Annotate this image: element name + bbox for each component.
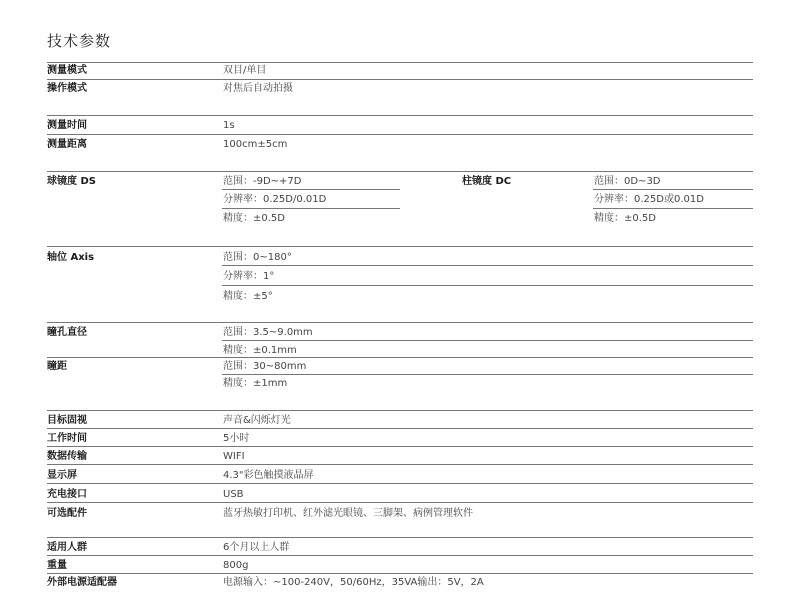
label-operation-mode: 操作模式: [47, 83, 87, 94]
value-cylinder-range: 范围：0D~3D: [594, 176, 661, 187]
label-data-transfer: 数据传输: [47, 451, 87, 462]
divider: [222, 374, 753, 375]
divider: [222, 189, 400, 190]
label-charging-port: 充电接口: [47, 489, 87, 500]
value-target-people: 6个月以上人群: [223, 542, 290, 553]
label-measure-mode: 测量模式: [47, 65, 87, 76]
label-pupil-distance: 瞳距: [47, 361, 67, 372]
value-cylinder-accuracy: 精度：±0.5D: [594, 213, 656, 224]
value-pd-accuracy: 精度：±1mm: [223, 378, 288, 389]
label-display: 显示屏: [47, 470, 77, 481]
divider: [47, 573, 753, 574]
divider: [47, 62, 753, 63]
value-charging-port: USB: [223, 489, 244, 500]
value-power-adapter: 电源输入：~100-240V，50/60Hz，35VA输出：5V，2A: [223, 577, 484, 588]
value-fixation: 声音&闪烁灯光: [223, 415, 291, 426]
value-axis-range: 范围：0~180°: [223, 252, 292, 263]
divider: [222, 208, 400, 209]
label-weight: 重量: [47, 560, 67, 571]
label-accessories: 可选配件: [47, 508, 87, 519]
value-display: 4.3"彩色触摸液晶屏: [223, 470, 314, 481]
value-sphere-resolution: 分辨率：0.25D/0.01D: [223, 194, 327, 205]
divider: [47, 115, 753, 116]
divider: [47, 502, 753, 503]
label-fixation: 目标固视: [47, 415, 87, 426]
divider: [47, 446, 753, 447]
value-pupil-accuracy: 精度：±0.1mm: [223, 345, 297, 356]
divider: [47, 483, 753, 484]
label-power-adapter: 外部电源适配器: [47, 577, 117, 588]
divider: [47, 464, 753, 465]
value-data-transfer: WIFI: [223, 451, 245, 462]
divider: [47, 134, 753, 135]
value-measure-time: 1s: [223, 120, 235, 131]
value-axis-resolution: 分辨率：1°: [223, 271, 275, 282]
value-weight: 800g: [223, 560, 249, 571]
label-pupil-diameter: 瞳孔直径: [47, 327, 87, 338]
label-measure-time: 测量时间: [47, 120, 87, 131]
label-cylinder: 柱镜度 DC: [462, 176, 512, 187]
value-pd-range: 范围：30~80mm: [223, 361, 307, 372]
divider: [47, 246, 753, 247]
divider: [222, 340, 753, 341]
divider: [222, 285, 753, 286]
divider: [47, 537, 753, 538]
value-accessories: 蓝牙热敏打印机、红外滤光眼镜、三脚架、病例管理软件: [223, 508, 473, 519]
divider: [222, 265, 753, 266]
divider: [47, 357, 753, 358]
divider: [47, 555, 753, 556]
value-measure-distance: 100cm±5cm: [223, 139, 288, 150]
divider: [47, 428, 753, 429]
value-measure-mode: 双目/单目: [223, 65, 267, 76]
divider: [47, 79, 753, 80]
value-axis-accuracy: 精度：±5°: [223, 291, 273, 302]
divider: [47, 171, 753, 172]
divider: [593, 189, 753, 190]
label-target-people: 适用人群: [47, 542, 87, 553]
page-title: 技术参数: [47, 32, 112, 50]
label-work-time: 工作时间: [47, 433, 87, 444]
divider: [47, 410, 753, 411]
value-cylinder-resolution: 分辨率：0.25D或0.01D: [594, 194, 704, 205]
label-measure-distance: 测量距离: [47, 139, 87, 150]
value-work-time: 5小时: [223, 433, 250, 444]
value-sphere-range: 范围：-9D~+7D: [223, 176, 302, 187]
label-sphere: 球镜度 DS: [47, 176, 96, 187]
divider: [47, 322, 753, 323]
value-sphere-accuracy: 精度：±0.5D: [223, 213, 285, 224]
value-operation-mode: 对焦后自动拍摄: [223, 83, 293, 94]
label-axis: 轴位 Axis: [47, 252, 95, 263]
divider: [593, 208, 753, 209]
value-pupil-range: 范围：3.5~9.0mm: [223, 327, 313, 338]
